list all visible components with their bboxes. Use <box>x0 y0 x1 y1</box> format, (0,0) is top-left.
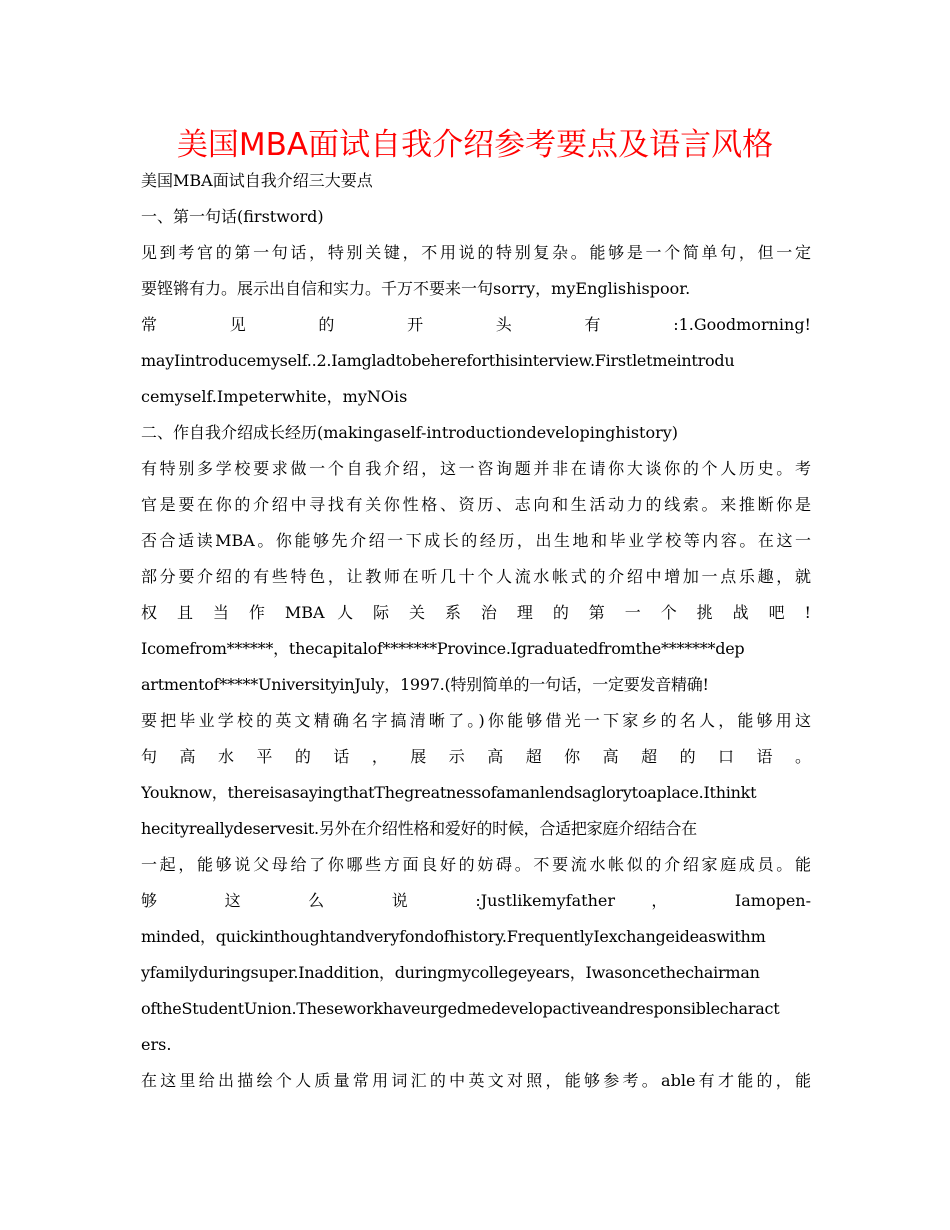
paragraph-line: 一起，能够说父母给了你哪些方面良好的妨碍。不要流水帐似的介绍家庭成员。能 <box>141 855 811 874</box>
paragraph-line: yfamilyduringsuper.Inaddition，duringmycollegeyears，Iwasoncethechairman <box>141 963 760 982</box>
paragraph-line: 要把毕业学校的英文精确名字搞清晰了。)你能够借光一下家乡的名人，能够用这 <box>141 711 811 730</box>
paragraph-line: oftheStudentUnion.Theseworkhaveurgedmedevelopactiveandresponsiblecharact <box>141 999 780 1018</box>
paragraph-line: mayIintroducemyself..2.Iamgladtobehereforthisinterview.Firstletmeintrodu <box>141 351 735 370</box>
paragraph-line: cemyself.Impeterwhite，myNOis <box>141 387 408 406</box>
paragraph-line: ers. <box>141 1035 172 1054</box>
paragraph-line: 官是要在你的介绍中寻找有关你性格、资历、志向和生活动力的线索。来推断你是 <box>141 495 811 514</box>
paragraph-line: minded，quickinthoughtandveryfondofhistory.FrequentlyIexchangeideaswithm <box>141 927 766 946</box>
document-title: 美国MBA面试自我介绍参考要点及语言风格 <box>176 127 774 163</box>
paragraph-line: 够 这 么 说 :Justlikemyfather ， Iamopen- <box>141 891 811 910</box>
subtitle-line: 美国MBA面试自我介绍三大要点 <box>141 171 373 190</box>
paragraph-line: 部分要介绍的有些特色，让教师在听几十个人流水帐式的介绍中增加一点乐趣，就 <box>141 567 811 586</box>
paragraph-line: 句 高 水 平 的 话 ， 展 示 高 超 你 高 超 的 口 语 。 <box>141 747 811 766</box>
paragraph-line: 否合适读MBA。你能够先介绍一下成长的经历，出生地和毕业学校等内容。在这一 <box>141 531 811 550</box>
paragraph-line: Icomefrom******，thecapitalof*******Province.Igraduatedfromthe*******dep <box>141 639 745 658</box>
paragraph-line: 常 见 的 开 头 有 :1.Goodmorning! <box>141 315 811 334</box>
paragraph-line: 见到考官的第一句话，特别关键，不用说的特别复杂。能够是一个简单句，但一定 <box>141 243 811 262</box>
section-heading-2: 二、作自我介绍成长经历(makingaself-introductiondevelopinghistory) <box>141 423 679 442</box>
paragraph-line: 有特别多学校要求做一个自我介绍，这一咨询题并非在请你大谈你的个人历史。考 <box>141 459 811 478</box>
section-heading-1: 一、第一句话(firstword) <box>141 207 324 226</box>
paragraph-line: 在这里给出描绘个人质量常用词汇的中英文对照，能够参考。able有才能的，能 <box>141 1071 811 1090</box>
paragraph-line: 权 且 当 作 MBA 人 际 关 系 治 理 的 第 一 个 挑 战 吧 ! <box>141 603 811 622</box>
paragraph-line: 要铿锵有力。展示出自信和实力。千万不要来一句sorry，myEnglishispoor. <box>141 279 691 298</box>
paragraph-line: artmentof*****UniversityinJuly，1997.(特别简单的一句话，一定要发音精确! <box>141 675 709 694</box>
paragraph-line: Youknow，thereisasayingthatThegreatnessofamanlendsaglorytoaplace.Ithinkt <box>141 783 757 802</box>
paragraph-line: hecityreallydeservesit.另外在介绍性格和爱好的时候，合适把家庭介绍结合在 <box>141 819 697 838</box>
